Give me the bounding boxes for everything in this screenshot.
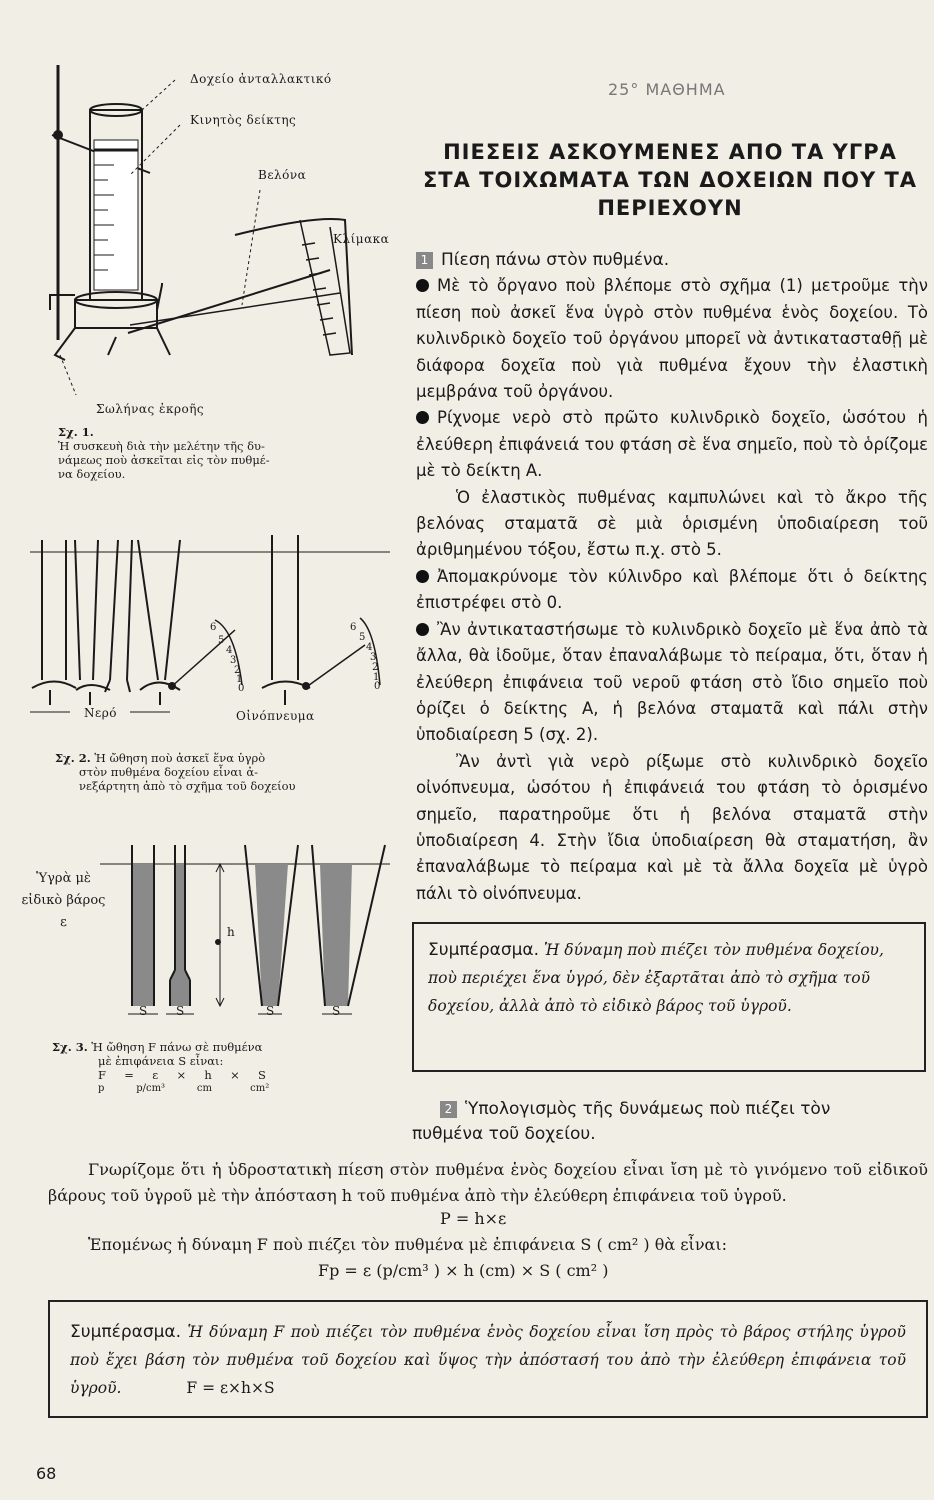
- caption-line: στὸν πυθμένα δοχείου εἶναι ἀ-: [79, 765, 258, 779]
- paragraph-text: Ἂν ἀντικαταστήσωμε τὸ κυλινδρικὸ δοχεῖο μὲ ἕνα ἀπὸ τὰ ἄλλα, θὰ ἰδοῦμε, ὅταν ἐπαναλάβωμε τὸ πείραμα, ὅτι, ὅταν ἡ ἐλεύθερη ἐπιφάνεια τοῦ νεροῦ φτάση στὸ ἴδιο σημεῖο ποὺ ὁρίζει ὁ δείκτης Α, ἡ βελόνα σταματᾶ καὶ πάλι στὴν ὑποδιαίρεση 5 (σχ. 2).: [416, 619, 928, 745]
- page-number: 68: [36, 1464, 57, 1483]
- paragraph: [416, 617, 928, 749]
- formula-part: S: [257, 1068, 266, 1082]
- title-line: ΠΕΡΙΕΧΟΥΝ: [597, 196, 743, 220]
- label-spirit: Οἰνόπνευμα: [236, 709, 315, 723]
- fig3-formula: [52, 1068, 382, 1082]
- scale-tick: 3: [370, 652, 377, 663]
- paragraph: [416, 564, 928, 617]
- figure-1-caption: [58, 425, 378, 481]
- conclusion-label: Συμπέρασμα.: [70, 1322, 182, 1342]
- unit: cm: [196, 1083, 212, 1094]
- section-number: 2: [440, 1101, 457, 1118]
- paragraph-text: Ἀπομακρύνομε τὸν κύλινδρο καὶ βλέπομε ὅτι ὁ δείκτης ἐπιστρέφει στὸ 0.: [416, 566, 928, 613]
- scale-tick: 2: [234, 665, 241, 676]
- label-container: Δοχείο ἀνταλλακτικό: [190, 72, 332, 86]
- figure-3-columns: [100, 840, 400, 1035]
- formula-part: ×: [176, 1068, 187, 1082]
- bullet-icon: [416, 411, 429, 424]
- caption-number: Σχ. 1.: [58, 425, 94, 439]
- unit: p/cm³: [136, 1083, 166, 1094]
- title-line: ΣΤΑ ΤΟΙΧΩΜΑΤΑ ΤΩΝ ΔΟΧΕΙΩΝ ΠΟΥ ΤΑ: [422, 168, 918, 192]
- section-1: [416, 247, 928, 907]
- scale-tick: 1: [373, 672, 380, 683]
- formula-part: ×: [230, 1068, 240, 1082]
- caption-number: Σχ. 3.: [52, 1040, 88, 1054]
- paragraph-text: Γνωρίζομε ὅτι ἡ ὑδροστατικὴ πίεση στὸν πυθμένα ἑνὸς δοχείου εἶναι ἴση μὲ τὸ γινόμενο τοῦ εἰδικοῦ βάρους τοῦ ὑγροῦ μὲ τὴν ἀπόσταση h τοῦ πυθμένα ἀπὸ τὴν ἐλεύθερη ἐπιφάνεια τοῦ ὑγροῦ.: [48, 1160, 928, 1205]
- formula-pressure: P = h×ε: [440, 1209, 507, 1228]
- caption-line: Ἡ ὤθηση F πάνω σὲ πυθμένα: [91, 1040, 263, 1054]
- conclusion-text: Ἡ δύναμη F ποὺ πιέζει τὸν πυθμένα ἑνὸς δοχείου εἶναι ἴση πρὸς τὸ βάρος στήλης ὑγροῦ ποὺ ἔχει βάση τὸν πυθμένα τοῦ δοχείου καὶ ὕψος τὴν ἀπόστασή του ἀπὸ τὴν ἐλεύθερη ἐπιφάνεια τοῦ ὑγροῦ.: [70, 1323, 906, 1397]
- paragraph: [416, 485, 928, 564]
- scale-tick: 5: [359, 632, 366, 643]
- paragraph: [416, 405, 928, 484]
- s-label: S: [139, 1004, 148, 1018]
- caption-line: Ἡ ὤθηση ποὺ ἀσκεῖ ἕνα ὑγρὸ: [94, 751, 266, 765]
- section-2-heading: [440, 1095, 928, 1123]
- conclusion-text: Ἡ δύναμη ποὺ πιέζει τὸν πυθμένα δοχείου, ποὺ περιέχει ἕνα ὑγρό, δὲν ἐξαρτᾶται ἀπὸ τὸ σχῆμα τοῦ δοχείου, ἀλλὰ ἀπὸ τὸ εἰδικὸ βάρος τοῦ ὑγροῦ.: [428, 941, 884, 1015]
- caption-line: νεξάρτητη ἀπὸ τὸ σχῆμα τοῦ δοχείου: [79, 779, 296, 793]
- side-label-line: εἰδικὸ βάρος: [21, 893, 106, 908]
- s-label: S: [266, 1004, 275, 1018]
- paragraph-text: Ὁ ἐλαστικὸς πυθμένας καμπυλώνει καὶ τὸ ἄκρο τῆς βελόνας σταματᾶ σὲ μιὰ ὁρισμένη ὑποδιαίρεση τοῦ ἀριθμημένου τόξου, ἔστω π.χ. στὸ 5.: [416, 487, 928, 560]
- bullet-icon: [416, 279, 429, 292]
- fig3-side-label: [6, 868, 121, 934]
- label-pointer: Κινητὸς δείκτης: [190, 113, 297, 127]
- scale-tick: 4: [366, 642, 373, 653]
- page-title: [410, 138, 930, 222]
- section-1-heading: [416, 247, 928, 273]
- title-line: ΠΙΕΣΕΙΣ ΑΣΚΟΥΜΕΝΕΣ ΑΠΟ ΤΑ ΥΓΡΑ: [443, 140, 897, 164]
- bullet-icon: [416, 570, 429, 583]
- label-needle: Βελόνα: [258, 168, 307, 182]
- paragraph-text: Μὲ τὸ ὄργανο ποὺ βλέπομε στὸ σχῆμα (1) μετροῦμε τὴν πίεση ποὺ ἀσκεῖ ἕνα ὑγρὸ στὸν πυθμένα ἑνὸς δοχείου. Τὸ κυλινδρικὸ δοχεῖο τοῦ ὀργάνου μπορεῖ νὰ ἀντικατασταθῇ μὲ διάφορα δοχεῖα ποὺ γιὰ πυθμένα ἔχουν τὴν ἐλαστικὴ μεμβράνα τοῦ ὀργάνου.: [416, 276, 928, 402]
- scale-tick: 6: [210, 622, 217, 633]
- conclusion-box-1: [412, 922, 926, 1072]
- s-label: S: [176, 1004, 185, 1018]
- scale-tick: 0: [374, 681, 381, 692]
- scale-tick: 5: [218, 635, 225, 646]
- scale-tick: 1: [236, 674, 243, 685]
- label-water: Νερό: [84, 706, 117, 720]
- heading-text: Ὑπολογισμὸς τῆς δυνάμεως ποὺ πιέζει τὸν: [465, 1099, 831, 1119]
- scale-tick: 0: [238, 683, 245, 694]
- section-2-heading-line2: πυθμένα τοῦ δοχείου.: [412, 1124, 596, 1144]
- caption-number: Σχ. 2.: [55, 751, 91, 765]
- heading-text: Πίεση πάνω στὸν πυθμένα.: [441, 250, 670, 270]
- paragraph: [48, 1157, 928, 1209]
- caption-line: Ἡ συσκευὴ διὰ τὴν μελέτην τῆς δυ-: [58, 439, 265, 453]
- caption-line: να δοχείου.: [58, 467, 126, 481]
- formula-part: h: [204, 1068, 212, 1082]
- paragraph: [416, 273, 928, 405]
- unit: p: [98, 1083, 105, 1094]
- scale-tick: 2: [372, 662, 379, 673]
- conclusion-formula: F = ε×h×S: [186, 1379, 275, 1397]
- section-number: 1: [416, 252, 433, 269]
- scale-tick: 4: [226, 645, 233, 656]
- conclusion-label: Συμπέρασμα.: [428, 940, 540, 960]
- side-label-line: Ὑγρὰ μὲ: [36, 871, 91, 886]
- paragraph-text: Ἂν ἀντὶ γιὰ νερὸ ρίξωμε στὸ κυλινδρικὸ δοχεῖο οἰνόπνευμα, ὡσότου ἡ ἐπιφάνειά του φτάση τὸ ὁρισμένο σημεῖο, παρατηροῦμε ὅτι ἡ βελόνα σταματᾶ στὴν ὑποδιαίρεση 4. Στὴν ἴδια ὑποδιαίρεση θὰ σταματήση, ἂν ἐπαναλάβωμε τὸ πείραμα καὶ μὲ τὰ ἄλλα δοχεῖα μὲ ὑγρὸ πάλι τὸ οἰνόπνευμα.: [416, 751, 928, 903]
- formula-part: =: [124, 1068, 134, 1082]
- formula-force: Fp = ε (p/cm³ ) × h (cm) × S ( cm² ): [318, 1261, 609, 1280]
- lesson-header: 25° ΜΑΘΗΜΑ: [608, 80, 726, 99]
- caption-line: μὲ ἐπιφάνεια S εἶναι:: [98, 1054, 224, 1068]
- h-label: h: [227, 925, 235, 939]
- figure-3-caption: [52, 1040, 382, 1096]
- figure-1-apparatus: [30, 55, 410, 395]
- paragraph-text: Ρίχνομε νερὸ στὸ πρῶτο κυλινδρικὸ δοχεῖο, ὡσότου ἡ ἐλεύθερη ἐπιφάνειά του φτάση σὲ ἕνα σημεῖο, ποὺ τὸ ὁρίζομε μὲ τὸ δείκτη Α.: [416, 408, 928, 481]
- paragraph: [416, 749, 928, 907]
- unit: cm²: [250, 1083, 270, 1094]
- s-label: S: [332, 1004, 341, 1018]
- section-2-body: [48, 1157, 928, 1209]
- label-outflow: Σωλήνας ἐκροῆς: [96, 402, 205, 416]
- formula-part: ε: [152, 1068, 159, 1082]
- conclusion-box-2: [48, 1300, 928, 1418]
- side-label-line: ε: [60, 915, 67, 930]
- scale-tick: 3: [230, 655, 237, 666]
- figure-2-caption: [55, 751, 385, 793]
- fig3-units: [52, 1082, 382, 1096]
- label-scale: Κλίμακα: [333, 232, 390, 246]
- scale-tick: 6: [350, 622, 357, 633]
- section-2-p2: Ἑπομένως ἡ δύναμη F ποὺ πιέζει τὸν πυθμένα μὲ ἐπιφάνεια S ( cm² ) θὰ εἶναι:: [88, 1235, 728, 1254]
- caption-line: νάμεως ποὺ ἀσκεῖται εἰς τὸν πυθμέ-: [58, 453, 270, 467]
- bullet-icon: [416, 623, 429, 636]
- formula-part: F: [98, 1068, 106, 1082]
